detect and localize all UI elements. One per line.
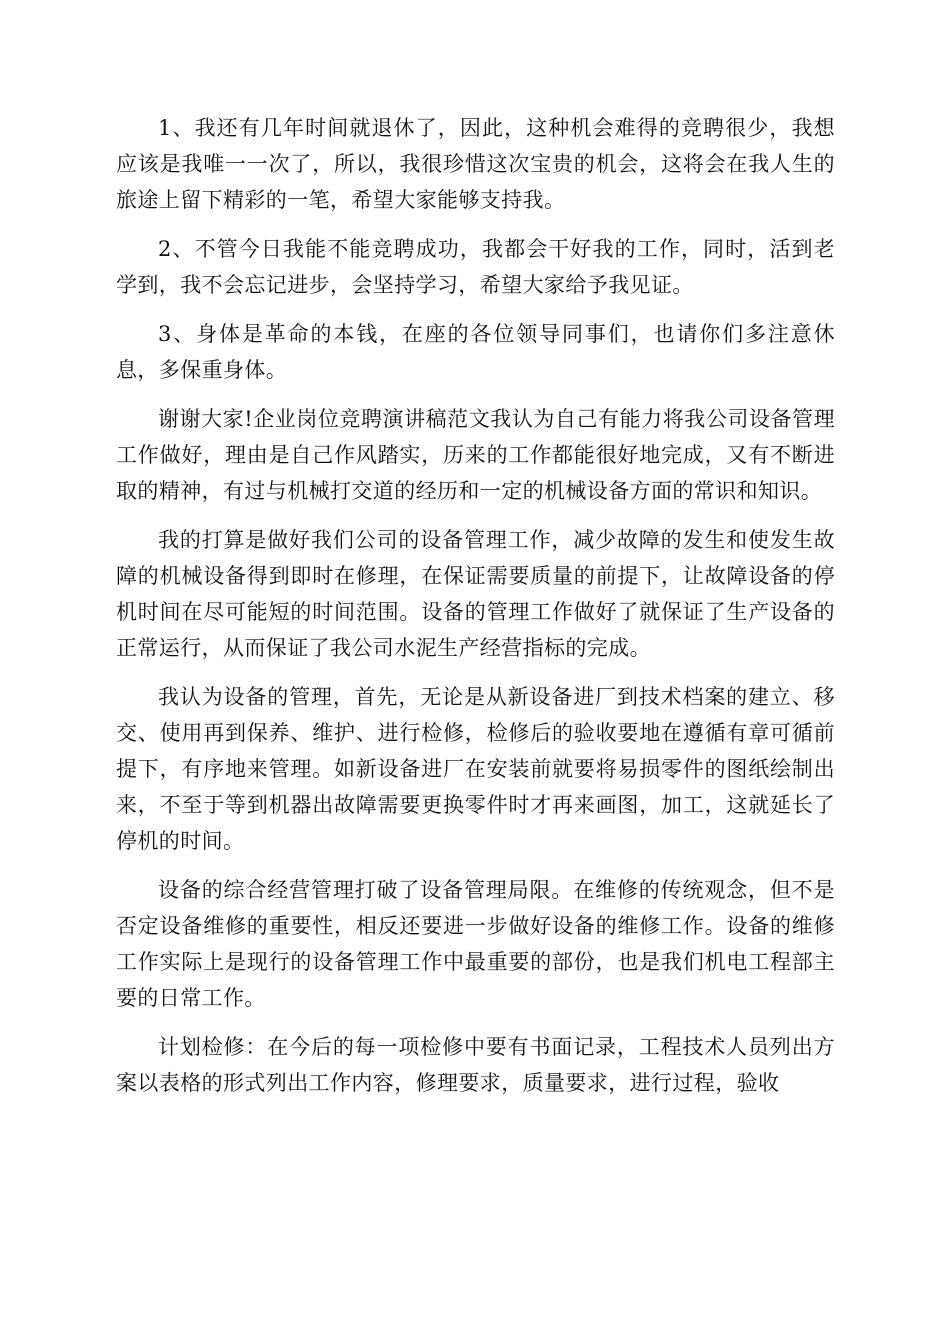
paragraph-3: 3、身体是革命的本钱，在座的各位领导同事们，也请你们多注意休息，多保重身体。: [116, 322, 835, 382]
paragraph-4: 谢谢大家!企业岗位竞聘演讲稿范文我认为自己有能力将我公司设备管理工作做好，理由是自己作风踏实，历来的工作都能很好地完成，又有不断进取的精神，有过与机械打交道的经历和一定的机械设备方面的常识和知识。: [116, 407, 835, 503]
paragraph-8: 计划检修：在今后的每一项检修中要有书面记录，工程技术人员列出方案以表格的形式列出工作内容，修理要求，质量要求，进行过程，验收: [116, 1035, 835, 1095]
paragraph-7: 设备的综合经营管理打破了设备管理局限。在维修的传统观念，但不是否定设备维修的重要性，相反还要进一步做好设备的维修工作。设备的维修工作实际上是现行的设备管理工作中最重要的部份，也是我们机电工程部主要的日常工作。: [116, 878, 835, 1010]
paragraph-6: 我认为设备的管理，首先，无论是从新设备进厂到技术档案的建立、移交、使用再到保养、维护、进行检修，检修后的验收要地在遵循有章可循前提下，有序地来管理。如新设备进厂在安装前就要将易损零件的图纸绘制出来，不至于等到机器出故障需要更换零件时才再来画图，加工，这就延长了停机的时间。: [116, 685, 835, 853]
paragraph-2: 2、不管今日我能不能竞聘成功，我都会干好我的工作，同时，活到老学到，我不会忘记进步，会坚持学习，希望大家给予我见证。: [116, 237, 835, 297]
paragraph-5: 我的打算是做好我们公司的设备管理工作，减少故障的发生和使发生故障的机械设备得到即时在修理，在保证需要质量的前提下，让故障设备的停机时间在尽可能短的时间范围。设备的管理工作做好了就保证了生产设备的正常运行，从而保证了我公司水泥生产经营指标的完成。: [116, 528, 835, 660]
paragraph-1: 1、我还有几年时间就退休了，因此，这种机会难得的竞聘很少，我想应该是我唯一一次了，所以，我很珍惜这次宝贵的机会，这将会在我人生的旅途上留下精彩的一笔，希望大家能够支持我。: [116, 116, 835, 212]
